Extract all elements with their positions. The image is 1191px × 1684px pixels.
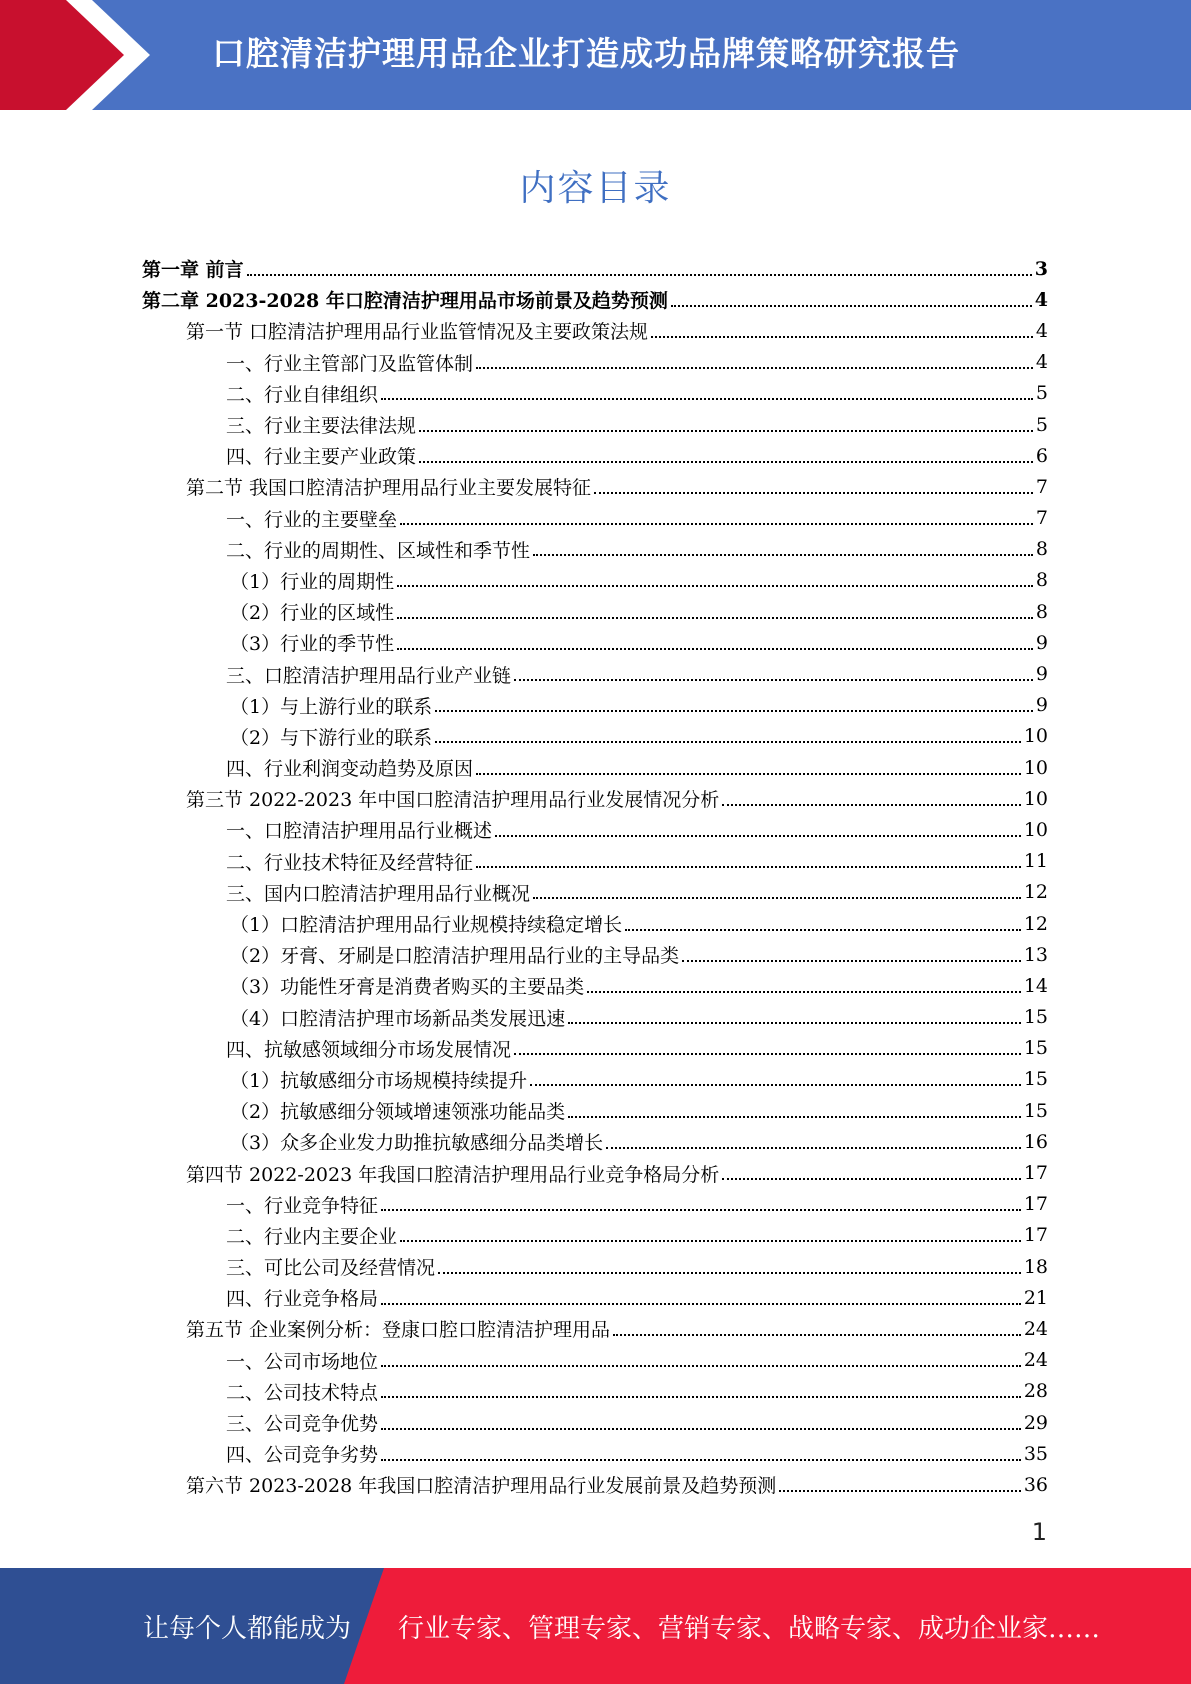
toc-entry-page: 17 [1023, 1162, 1048, 1185]
toc-dot-leader [419, 430, 1033, 432]
toc-entry-title: 二、行业的周期性、区域性和季节性 [226, 539, 531, 562]
toc-entry-page: 24 [1023, 1349, 1048, 1372]
toc-dot-leader [438, 1272, 1021, 1274]
toc-dot-leader [613, 1334, 1021, 1336]
toc-entry-title: 二、行业技术特征及经营特征 [226, 851, 474, 874]
toc-dot-leader [397, 617, 1033, 619]
toc-dot-leader [568, 1022, 1021, 1024]
toc-entry[interactable] [142, 1095, 1048, 1126]
toc-entry-page: 15 [1023, 1006, 1048, 1029]
toc-entry[interactable] [142, 721, 1048, 752]
toc-entry-page: 16 [1023, 1130, 1048, 1153]
toc-dot-leader [435, 741, 1021, 743]
toc-dot-leader [606, 1147, 1021, 1149]
toc-entry-title: 一、行业的主要壁垒 [226, 508, 398, 531]
toc-heading: 内容目录 [519, 168, 672, 209]
toc-dot-leader [779, 1490, 1021, 1492]
toc-dot-leader [476, 773, 1021, 775]
toc-entry-page: 29 [1023, 1411, 1048, 1434]
toc-entry[interactable] [142, 970, 1048, 1001]
toc-entry-page: 15 [1023, 1037, 1048, 1060]
toc-entry-title: 二、行业自律组织 [226, 383, 379, 406]
toc-entry-page: 18 [1023, 1255, 1048, 1278]
toc-entry-title: 第一章 前言 [142, 259, 244, 282]
footer-slogan-right: 行业专家、管理专家、营销专家、战略专家、成功企业家…… [398, 1614, 1101, 1644]
toc-entry[interactable] [142, 253, 1048, 284]
toc-entry-title: 一、行业主管部门及监管体制 [226, 352, 474, 375]
page-number: 1 [1031, 1518, 1047, 1546]
toc-dot-leader [594, 492, 1033, 494]
toc-entry-title: 三、可比公司及经营情况 [226, 1257, 436, 1280]
toc-dot-leader [476, 367, 1033, 369]
toc-entry-page: 21 [1023, 1286, 1048, 1309]
toc-entry-page: 36 [1023, 1473, 1048, 1496]
toc-entry-title: 第四节 2022-2023 年我国口腔清洁护理用品行业竞争格局分析 [186, 1163, 720, 1186]
toc-entry[interactable] [142, 440, 1048, 471]
toc-entry-page: 9 [1035, 631, 1048, 654]
toc-entry-title: 第二章 2023-2028 年口腔清洁护理用品市场前景及趋势预测 [142, 290, 668, 313]
toc-entry-title: 三、口腔清洁护理用品行业产业链 [226, 664, 512, 687]
header-banner [0, 0, 1191, 110]
toc-dot-leader [400, 523, 1033, 525]
toc-dot-leader [587, 991, 1021, 993]
toc-entry-page: 7 [1035, 475, 1048, 498]
toc-entry-page: 7 [1035, 507, 1048, 530]
toc-dot-leader [568, 1116, 1021, 1118]
toc-dot-leader [533, 897, 1021, 899]
toc-entry-title: 一、口腔清洁护理用品行业概述 [226, 820, 493, 843]
toc-entry-page: 8 [1035, 569, 1048, 592]
toc-entry-page: 12 [1023, 881, 1048, 904]
toc-dot-leader [435, 710, 1033, 712]
toc-entry[interactable] [142, 814, 1048, 845]
toc-entry[interactable] [142, 658, 1048, 689]
toc-entry-title: 三、公司竞争优势 [226, 1413, 379, 1436]
toc-entry[interactable] [142, 1469, 1048, 1500]
footer-banner [0, 1568, 1191, 1684]
toc-entry-page: 15 [1023, 1099, 1048, 1122]
toc-entry-title: 第一节 口腔清洁护理用品行业监管情况及主要政策法规 [186, 321, 649, 344]
toc-entry[interactable] [142, 752, 1048, 783]
toc-entry-title: （1）与上游行业的联系 [230, 695, 433, 718]
toc-entry[interactable] [142, 1002, 1048, 1033]
toc-entry[interactable] [142, 690, 1048, 721]
toc-entry-title: 二、行业内主要企业 [226, 1225, 398, 1248]
toc-entry-page: 8 [1035, 600, 1048, 623]
toc-entry[interactable] [142, 908, 1048, 939]
toc-entry-page: 4 [1035, 319, 1048, 342]
toc-entry-title: 四、抗敏感领域细分市场发展情况 [226, 1038, 512, 1061]
toc-entry-title: （2）抗敏感细分领域增速领涨功能品类 [230, 1101, 566, 1124]
toc-entry[interactable] [142, 1033, 1048, 1064]
toc-entry-title: 三、国内口腔清洁护理用品行业概况 [226, 882, 531, 905]
toc-entry[interactable] [142, 1126, 1048, 1157]
toc-entry-title: （2）行业的区域性 [230, 602, 395, 625]
toc-entry[interactable] [142, 409, 1048, 440]
toc-dot-leader [381, 1396, 1021, 1398]
toc-dot-leader [476, 866, 1021, 868]
toc-entry[interactable] [142, 1438, 1048, 1469]
toc-entry[interactable] [142, 315, 1048, 346]
toc-entry-page: 3 [1034, 257, 1048, 280]
table-of-contents [142, 253, 1048, 1501]
toc-entry[interactable] [142, 1157, 1048, 1188]
toc-dot-leader [722, 1178, 1021, 1180]
toc-entry-page: 12 [1023, 912, 1048, 935]
toc-dot-leader [682, 960, 1021, 962]
toc-dot-leader [397, 585, 1033, 587]
toc-dot-leader [247, 274, 1032, 276]
toc-entry[interactable] [142, 877, 1048, 908]
toc-entry[interactable] [142, 627, 1048, 658]
toc-entry-page: 9 [1035, 694, 1048, 717]
toc-entry[interactable] [142, 1313, 1048, 1344]
toc-entry-title: 一、行业竞争特征 [226, 1194, 379, 1217]
toc-entry[interactable] [142, 1251, 1048, 1282]
toc-dot-leader [722, 804, 1021, 806]
toc-dot-leader [530, 1084, 1021, 1086]
toc-entry-title: （2）与下游行业的联系 [230, 726, 433, 749]
toc-entry-page: 5 [1035, 413, 1048, 436]
toc-entry-page: 10 [1023, 725, 1048, 748]
toc-entry-title: 二、公司技术特点 [226, 1381, 379, 1404]
toc-entry-page: 10 [1023, 818, 1048, 841]
toc-entry[interactable] [142, 565, 1048, 596]
toc-entry-title: （3）行业的季节性 [230, 633, 395, 656]
toc-entry-title: 四、公司竞争劣势 [226, 1444, 379, 1467]
toc-entry-page: 10 [1023, 756, 1048, 779]
toc-entry-page: 4 [1035, 351, 1048, 374]
toc-dot-leader [533, 554, 1033, 556]
toc-entry-page: 11 [1023, 850, 1048, 873]
toc-entry[interactable] [142, 1282, 1048, 1313]
toc-entry[interactable] [142, 1064, 1048, 1095]
toc-entry-title: 第五节 企业案例分析：登康口腔口腔清洁护理用品 [186, 1319, 611, 1342]
footer-slogan-left: 让每个人都能成为 [143, 1614, 352, 1644]
toc-entry-title: 第三节 2022-2023 年中国口腔清洁护理用品行业发展情况分析 [186, 789, 720, 812]
toc-entry-page: 17 [1023, 1193, 1048, 1216]
toc-entry-page: 15 [1023, 1068, 1048, 1091]
toc-dot-leader [651, 336, 1033, 338]
toc-entry[interactable] [142, 1376, 1048, 1407]
toc-entry[interactable] [142, 846, 1048, 877]
toc-entry-title: （1）口腔清洁护理用品行业规模持续稳定增长 [230, 914, 623, 937]
toc-entry-page: 24 [1023, 1317, 1048, 1340]
toc-entry[interactable] [142, 503, 1048, 534]
toc-entry[interactable] [142, 1220, 1048, 1251]
toc-dot-leader [495, 835, 1021, 837]
toc-dot-leader [400, 1240, 1021, 1242]
toc-dot-leader [381, 1365, 1021, 1367]
toc-entry-page: 35 [1023, 1442, 1048, 1465]
toc-entry-page: 14 [1023, 974, 1048, 997]
toc-entry-title: 一、公司市场地位 [226, 1350, 379, 1373]
toc-entry[interactable] [142, 1345, 1048, 1376]
toc-entry-page: 6 [1035, 444, 1048, 467]
toc-dot-leader [381, 1209, 1021, 1211]
toc-entry-title: 四、行业竞争格局 [226, 1288, 379, 1311]
toc-dot-leader [419, 461, 1033, 463]
toc-entry-title: 三、行业主要法律法规 [226, 415, 417, 438]
toc-dot-leader [381, 398, 1033, 400]
toc-entry[interactable] [142, 471, 1048, 502]
toc-entry-title: （4）口腔清洁护理市场新品类发展迅速 [230, 1007, 566, 1030]
toc-entry-title: （3）众多企业发力助推抗敏感细分品类增长 [230, 1132, 604, 1155]
toc-dot-leader [671, 305, 1032, 307]
toc-dot-leader [514, 679, 1033, 681]
toc-entry-page: 5 [1035, 382, 1048, 405]
toc-entry-page: 28 [1023, 1380, 1048, 1403]
toc-entry-title: 四、行业主要产业政策 [226, 446, 417, 469]
toc-entry-title: 第二节 我国口腔清洁护理用品行业主要发展特征 [186, 477, 592, 500]
toc-entry-page: 17 [1023, 1224, 1048, 1247]
toc-entry-title: 四、行业利润变动趋势及原因 [226, 758, 474, 781]
toc-entry-page: 9 [1035, 663, 1048, 686]
toc-entry-title: 第六节 2023-2028 年我国口腔清洁护理用品行业发展前景及趋势预测 [186, 1475, 777, 1498]
toc-entry-page: 13 [1023, 943, 1048, 966]
toc-dot-leader [514, 1053, 1021, 1055]
toc-entry-title: （3）功能性牙膏是消费者购买的主要品类 [230, 976, 585, 999]
toc-dot-leader [381, 1428, 1021, 1430]
toc-entry[interactable] [142, 534, 1048, 565]
toc-entry-page: 10 [1023, 787, 1048, 810]
toc-dot-leader [381, 1303, 1021, 1305]
toc-entry[interactable] [142, 596, 1048, 627]
toc-entry[interactable] [142, 1407, 1048, 1438]
toc-entry[interactable] [142, 378, 1048, 409]
toc-entry-title: （2）牙膏、牙刷是口腔清洁护理用品行业的主导品类 [230, 945, 680, 968]
toc-entry[interactable] [142, 939, 1048, 970]
toc-entry[interactable] [142, 1189, 1048, 1220]
toc-dot-leader [397, 648, 1033, 650]
toc-entry-page: 4 [1034, 288, 1048, 311]
toc-entry[interactable] [142, 783, 1048, 814]
report-title: 口腔清洁护理用品企业打造成功品牌策略研究报告 [212, 34, 960, 73]
toc-entry-title: （1）行业的周期性 [230, 570, 395, 593]
toc-dot-leader [381, 1459, 1021, 1461]
toc-entry-title: （1）抗敏感细分市场规模持续提升 [230, 1069, 528, 1092]
toc-entry[interactable] [142, 347, 1048, 378]
toc-entry-page: 8 [1035, 538, 1048, 561]
toc-entry[interactable] [142, 284, 1048, 315]
toc-dot-leader [625, 929, 1021, 931]
